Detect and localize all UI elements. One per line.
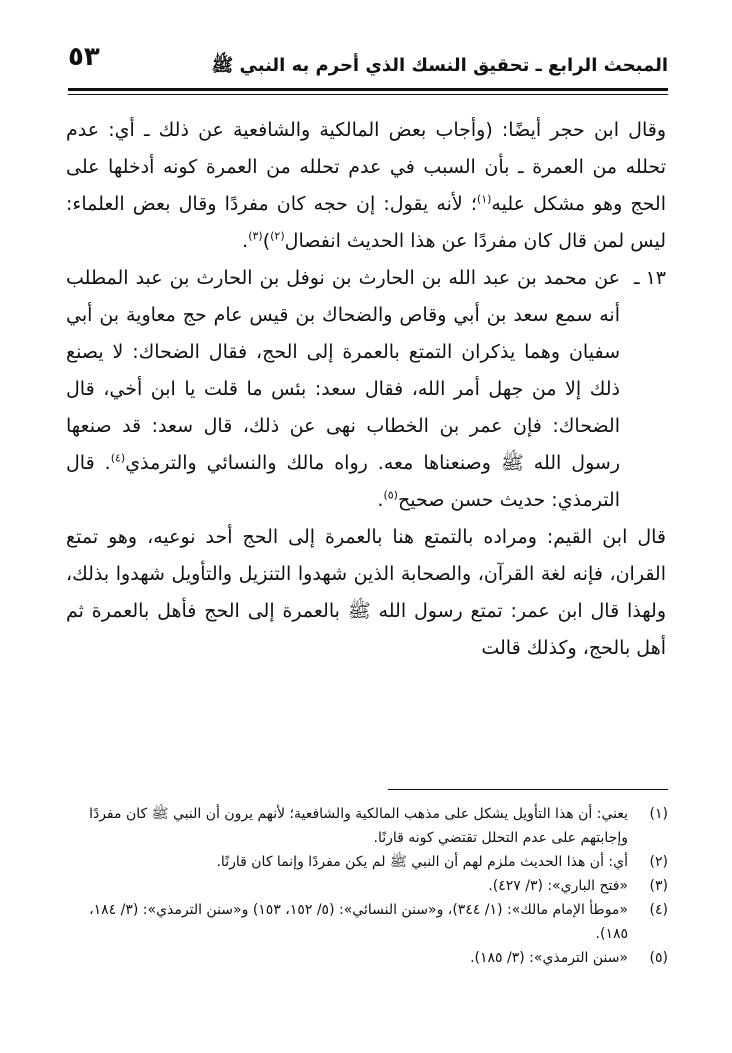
paragraph-text: ؛ لأنه يقول: إن حجه كان مفردًا وقال بعض العلماء: ليس لمن قال كان مفردًا عن هذا الحديث انفصال (66, 193, 666, 252)
header-rule-thin (68, 94, 668, 95)
period: . (242, 230, 249, 252)
paragraph-ibn-hajar (66, 112, 666, 260)
footnote-number: (٢) (649, 854, 668, 870)
hadith-number: ١٣ ـ (633, 267, 666, 289)
hadith-text-2: . قال الترمذي: حديث حسن صحيح (66, 452, 620, 511)
page-header (68, 42, 668, 86)
footnote (64, 850, 668, 874)
footnote-ref-1: (١) (476, 192, 492, 206)
footnote-ref-4: (٤) (110, 451, 126, 465)
paragraph-ibn-alqayyim: قال ابن القيم: ومراده بالتمتع هنا بالعمرة إلى الحج أحد نوعيه، وهو تمتع القران، فإنه لغة القرآن، والصحابة الذين شهدوا التنزيل والتأويل شهدوا بذلك، ولهذا قال ابن عمر: تمتع رسول الله ﷺ بالعمرة إلى الحج فأهل بالعمرة ثم أهل بالحج، وكذلك قالت (66, 526, 666, 659)
footnote-text: «سنن الترمذي»: (٣/ ١٨٥). (470, 950, 628, 966)
closing-paren: ) (262, 230, 271, 252)
footnote-separator (388, 789, 668, 790)
footnote (64, 874, 668, 898)
hadith-text: عن محمد بن عبد الله بن الحارث بن نوفل بن الحارث بن عبد المطلب أنه سمع سعد بن أبي وقاص والضحاك بن قيس عام حج معاوية بن أبي سفيان وهما يذكران التمتع بالعمرة إلى الحج، فقال الضحاك: لا يصنع ذلك إلا من جهل أمر الله، فقال سعد: بئس ما قلت يا ابن أخي، قال الضحاك: فإن عمر بن الخطاب نهى عن ذلك، قال سعد: قد صنعها رسول الله ﷺ وصنعناها معه. رواه مالك والنسائي والترمذي (66, 267, 621, 474)
footnote-ref-2: (٢) (270, 229, 285, 243)
footnotes (64, 802, 668, 970)
footnote-text: «موطأ الإمام مالك»: (١/ ٣٤٤)، و«سنن النسائي»: (٥/ ١٥٢، ١٥٣) و«سنن الترمذي»: (٣/ ١٨٤، ١٨٥). (89, 902, 628, 942)
footnote-number: (٤) (649, 902, 668, 918)
footnote-text: يعني: أن هذا التأويل يشكل على مذهب المالكية والشافعية؛ لأنهم يرون أن النبي ﷺ كان مفردًا وإجابتهم على عدم التحلل تقتضي كونه قارنًا. (89, 806, 628, 846)
hadith-paragraph (66, 260, 666, 519)
page-number: ٥٣ (68, 42, 100, 72)
header-rule-thick (68, 88, 668, 91)
footnote (64, 946, 668, 970)
footnote-text: أي: أن هذا الحديث ملزم لهم أن النبي ﷺ لم يكن مفردًا وإنما كان قارنًا. (216, 854, 628, 870)
footnote-ref-5: (٥) (383, 488, 398, 502)
paragraph-text: وقال ابن حجر أيضًا: (وأجاب بعض المالكية والشافعية عن ذلك ـ أي: عدم تحلله من العمرة ـ بأن السبب في عدم تحلله من العمرة كونه أدخلها على الحج وهو مشكل عليه (66, 119, 666, 215)
footnote (64, 802, 668, 850)
running-title: المبحث الرابع ـ تحقيق النسك الذي أحرم به النبي ﷺ (211, 55, 668, 76)
period: . (377, 489, 384, 511)
footnote (64, 898, 668, 946)
footnote-number: (٥) (649, 950, 668, 966)
body-text (66, 112, 666, 667)
footnote-ref-3: (٣) (248, 229, 263, 243)
footnote-number: (٣) (649, 878, 668, 894)
footnote-text: «فتح الباري»: (٣/ ٤٢٧). (488, 878, 628, 894)
footnote-number: (١) (649, 806, 668, 822)
